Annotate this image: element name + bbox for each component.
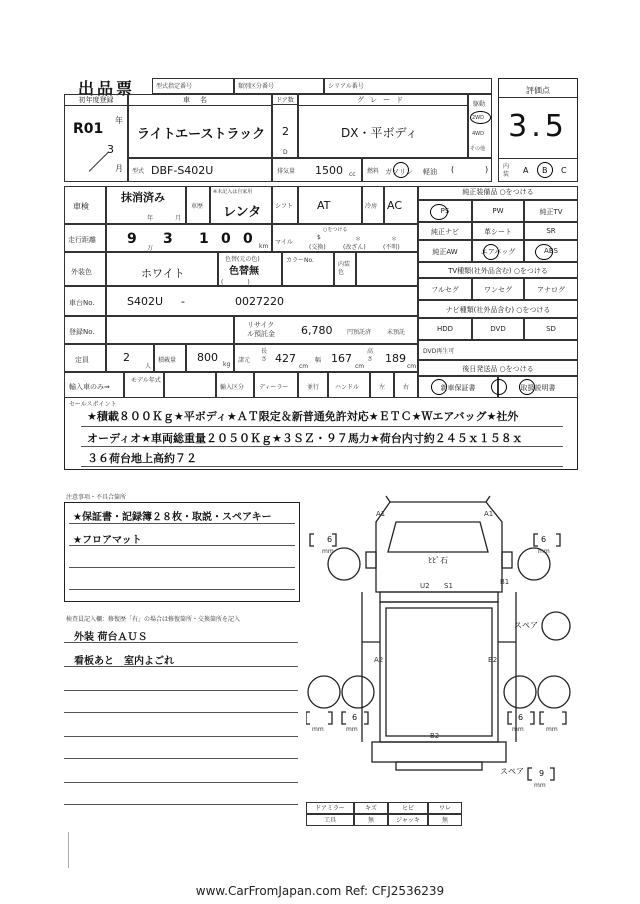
equip-abs: ABS <box>544 247 558 255</box>
handle-right: 右 <box>403 384 410 391</box>
drive-other: その他 <box>470 146 486 152</box>
ft-v2-text: 無 <box>367 817 374 824</box>
doors-d-mark: D <box>283 149 288 156</box>
ft-h4-text: ワレ <box>438 805 451 812</box>
tv-title-cell <box>418 262 578 278</box>
import-dealer-cell <box>254 372 298 398</box>
drive-2wd-circle <box>470 111 491 124</box>
model-year-value-cell <box>164 372 216 398</box>
equip-abs-cell <box>524 240 578 262</box>
ft-v3 <box>388 814 428 826</box>
model-year-label: モデル年式 <box>131 377 161 384</box>
mileage-label: 走行距離 <box>68 236 96 244</box>
recycle-unpaid: 未預託 <box>387 329 406 336</box>
mirror-right <box>502 552 512 568</box>
shift-value: AT <box>317 199 331 212</box>
reg-label: 登録No. <box>69 328 95 336</box>
nav-sd: SD <box>546 325 556 333</box>
equip-aw-cell <box>418 240 472 262</box>
car-diagram <box>306 492 580 812</box>
ac-label-cell <box>362 186 384 224</box>
rear-bumper <box>372 742 506 762</box>
car-name-label: 車名 <box>129 95 271 106</box>
chassis-number: 0027220 <box>235 295 284 308</box>
equip-abs-circle <box>535 244 553 260</box>
nav-sd-cell <box>524 318 578 340</box>
spare-label-top: スペア <box>514 621 538 630</box>
interior-cell <box>498 158 578 182</box>
wid-unit: cm <box>355 363 365 370</box>
ft-v2 <box>354 814 388 826</box>
interior-label: 内装 <box>503 163 510 178</box>
month-value: 3 <box>107 143 114 156</box>
post-manual-circle-1 <box>491 379 507 395</box>
ft-v1-text: 工具 <box>323 817 336 824</box>
model-value: DBF-S402U <box>151 164 214 177</box>
ft-v4 <box>428 814 462 826</box>
equip-leather-cell <box>472 222 524 240</box>
mileage-sym-2: ＊ <box>355 236 362 243</box>
doors-label: ドア数 <box>273 95 297 105</box>
cap-value-cell <box>106 344 154 372</box>
ft-h1 <box>306 802 354 814</box>
cap-unit: 人 <box>145 363 152 370</box>
sheet-title: 出品票 <box>78 79 136 98</box>
int-color-label: 内装色 <box>338 261 351 276</box>
diagram-label-a1-left: A1 <box>376 510 386 518</box>
tire-mm-front-left: mm <box>322 548 334 555</box>
equip-ps: PS <box>440 207 450 215</box>
inspect-value-cell <box>106 186 186 224</box>
interior-b-circle <box>537 162 553 178</box>
interior-b: B <box>542 166 548 175</box>
hgt-unit: cm <box>407 363 417 370</box>
int-color-label-cell <box>334 252 356 286</box>
tire-mm-rear-right-inner: mm <box>512 726 524 733</box>
color-change-label: 色替(元の色) <box>225 256 260 263</box>
chassis-value-cell <box>106 286 418 316</box>
equip-airbag-cell <box>472 240 524 262</box>
tire-mm-rear-left-outer: mm <box>312 726 324 733</box>
ft-v4-text: 無 <box>441 817 448 824</box>
ft-h3 <box>388 802 428 814</box>
mileage-digit-3: 1 <box>199 231 209 247</box>
mileage-opt-exchange: (交換) <box>309 244 326 251</box>
post-warranty-circle <box>431 379 447 395</box>
post-manual-cell <box>498 376 578 398</box>
mileage-digits-cell <box>106 224 272 252</box>
year-label: 初年度登録 <box>65 95 127 106</box>
history-label: 車歴 <box>191 203 204 210</box>
mileage-digit-2: 3 <box>163 231 173 247</box>
load-value-cell <box>186 344 234 372</box>
equip-tv-cell <box>524 200 578 222</box>
color-change-paren: ( ) <box>221 279 250 286</box>
equip-sr-cell <box>524 222 578 240</box>
watermark: www.CarFromJapan.com Ref: CFJ2536239 <box>195 884 445 898</box>
doors-cell <box>272 94 298 158</box>
tire-mm-front-right: mm <box>538 548 550 555</box>
wid-label: 幅 <box>315 357 322 364</box>
history-value-cell <box>210 186 272 224</box>
recycle-value: 6,780 <box>301 324 333 337</box>
equip-leather: 革シート <box>484 228 512 236</box>
equip-pw-cell <box>472 200 524 222</box>
chassis-model: S402U <box>127 295 164 308</box>
mileage-digit-1: 9 <box>127 231 137 247</box>
doors-value: 2 <box>282 125 289 138</box>
tv-title: TV種類(社外品含む) ○をつける <box>448 267 548 275</box>
handle-cell <box>328 372 370 398</box>
mileage-sym-1: $ <box>317 234 321 241</box>
year-value: R01 <box>73 121 104 137</box>
spare-mm: mm <box>534 782 546 789</box>
tire-tread-rear-left-inner: 6 <box>352 713 358 722</box>
spare-label-bottom: スペア <box>500 767 524 776</box>
handle-right-cell <box>394 372 418 398</box>
diagram-label-a1-right: A1 <box>484 510 494 518</box>
tire-mm-rear-left-inner: mm <box>346 726 358 733</box>
grade-cell <box>298 94 468 158</box>
mileage-opt-unknown: (不明) <box>383 244 400 251</box>
tire-tread-rear-right-inner: 6 <box>518 713 524 722</box>
drive-4wd: 4WD <box>472 131 484 137</box>
len-label: 長さ <box>261 348 268 363</box>
diagram-label-u2: U2 <box>420 582 430 590</box>
mileage-digit-4: 0 <box>221 231 231 247</box>
dvd-play: DVD再生可 <box>423 348 455 355</box>
tire-mm-rear-right-outer: mm <box>546 726 558 733</box>
chassis-label-cell <box>64 286 106 316</box>
fuel-gas: ガソリン <box>385 168 413 176</box>
ac-value: AC <box>387 199 403 212</box>
model-cell <box>128 158 272 182</box>
drive-cell <box>468 94 492 158</box>
load-unit: kg <box>223 361 231 368</box>
car-name-cell <box>128 94 272 158</box>
sales-line-1: ★積載８００Ｋｇ★平ボディ★ＡＴ限定＆新普通免許対応★ＥＴＣ★Ｗエアバッグ★社外 <box>87 410 519 423</box>
shift-label-cell <box>272 186 298 224</box>
history-value: レンタ <box>223 205 262 220</box>
mirror-left <box>366 552 376 568</box>
equip-pw: PW <box>492 207 504 215</box>
equip-title: 純正装備品 ○をつける <box>462 188 534 196</box>
chassis-dash: - <box>181 295 185 308</box>
inspect-note: ※未記入は自家用 <box>213 189 253 195</box>
hgt-label: 高さ <box>367 348 374 363</box>
tire-rear-right-outer <box>538 676 570 708</box>
disp-label: 排気量 <box>277 168 296 175</box>
color-no-label: カラーNo. <box>286 257 314 264</box>
tv-fullseg: フルセグ <box>431 286 459 294</box>
dim-label: 諸元 <box>238 357 251 364</box>
ft-v3-text: ジャッキ <box>396 817 420 824</box>
tire-tread-front-right: 6 <box>541 535 547 544</box>
tire-rear-left-outer <box>308 676 340 708</box>
sales-box <box>64 398 578 470</box>
category-label: 類別区分番号 <box>238 83 275 90</box>
nav-dvd-cell <box>472 318 524 340</box>
inspect-status: 抹消済み <box>121 191 165 204</box>
reg-value-cell <box>106 316 234 344</box>
ft-h2 <box>354 802 388 814</box>
ft-v1 <box>306 814 354 826</box>
windshield <box>388 522 488 552</box>
year-unit: 年 <box>115 116 123 125</box>
fuel-cell <box>362 158 492 182</box>
shift-value-cell <box>298 186 362 224</box>
interior-c: C <box>561 166 567 175</box>
sales-line-2: オーディオ★車両総重量２０５０Ｋｇ★３ＳＺ・９７馬力★荷台内寸約２４５ｘ１５８ｘ <box>87 432 523 445</box>
handle-label: ハンドル <box>335 384 360 391</box>
ac-label: 冷房 <box>365 203 378 210</box>
mileage-options-cell <box>272 224 418 252</box>
load-value: 800 <box>197 351 218 364</box>
disp-value: 1500 <box>315 164 343 177</box>
ft-h3-text: ヒビ <box>401 805 414 812</box>
fuel-diesel: 軽油 <box>423 168 437 176</box>
recycle-paid: 円預託済 <box>347 329 372 336</box>
post-warranty: 新車保証書 <box>440 384 476 392</box>
tire-tread-front-left: 6 <box>327 535 333 544</box>
reg-label-cell <box>64 316 106 344</box>
fuel-paren-open: ( <box>451 165 455 174</box>
disp-unit: cc <box>349 171 356 178</box>
tv-analog: アナログ <box>537 286 565 294</box>
int-color-value-cell <box>356 252 418 286</box>
category-cell <box>234 78 324 94</box>
fuel-paren-close: ) <box>485 165 489 174</box>
import-label-cell <box>64 372 124 398</box>
color-no-cell <box>282 252 334 286</box>
diagram-label-s1: S1 <box>444 582 453 590</box>
inspector-line-1: 外装 荷台ＡＵＳ <box>74 632 148 643</box>
tv-oneseg-cell <box>472 278 524 300</box>
wid-value: 167 <box>331 352 352 365</box>
mileage-sym-3: ＊ <box>391 236 398 243</box>
model-cert-label: 型式指定番号 <box>156 83 193 90</box>
history-label-cell <box>186 186 210 224</box>
cap-label-cell <box>64 344 106 372</box>
ac-value-cell <box>384 186 418 224</box>
post-warranty-cell <box>418 376 498 398</box>
mileage-label-cell <box>64 224 106 252</box>
inspect-month-unit: 月 <box>175 215 182 222</box>
car-name-value: ライトエーストラック <box>137 127 266 142</box>
post-manual-circle-2 <box>519 379 535 395</box>
nav-hdd-cell <box>418 318 472 340</box>
mileage-circle-note: ○をつける <box>323 227 348 233</box>
tire-rear-left-inner <box>342 676 374 708</box>
len-unit: cm <box>299 363 309 370</box>
notes-line-1: ★保証書・記録簿２８枚・取説・スペアキー <box>73 512 272 523</box>
shift-label: シフト <box>275 203 294 210</box>
fuel-label: 燃料 <box>367 168 380 175</box>
model-label: 型式 <box>132 168 145 175</box>
cargo-bed <box>380 602 498 742</box>
color-value: ホワイト <box>141 267 185 280</box>
equip-airbag: エアバッグ <box>480 248 516 256</box>
mileage-km: km <box>259 243 269 250</box>
ft-h2-text: キズ <box>365 805 377 812</box>
tire-rear-right-inner <box>504 676 536 708</box>
nav-title: ナビ種類(社外品含む) ○をつける <box>445 306 551 314</box>
inspect-label: 車検 <box>73 202 89 211</box>
post-manual: 取扱説明書 <box>520 384 556 392</box>
equip-title-cell <box>418 186 578 200</box>
equip-aw: 純正AW <box>432 248 458 256</box>
len-value: 427 <box>275 352 296 365</box>
diagram-label-a2: A2 <box>374 656 384 664</box>
notes-box <box>64 502 300 602</box>
sales-label: セールスポイント <box>69 401 117 408</box>
equip-sr: SR <box>546 227 556 235</box>
score-value: 3.5 <box>508 109 568 144</box>
grade-value: DX・平ボディ <box>341 126 418 140</box>
grade-label: グレード <box>299 95 467 106</box>
color-label-cell <box>64 252 106 286</box>
import-type-label: 輸入区分 <box>220 384 245 391</box>
notes-line-2: ★フロアマット <box>73 535 142 546</box>
year-cell <box>64 94 128 182</box>
dvd-play-cell <box>418 340 578 360</box>
tv-fullseg-cell <box>418 278 472 300</box>
handle-left: 左 <box>379 384 386 391</box>
model-cert-cell <box>152 78 234 94</box>
ft-h4 <box>428 802 462 814</box>
mileage-man: 万 <box>147 245 154 252</box>
inspector-line-2: 看板あと 室内よごれ <box>74 656 174 667</box>
mileage-opt-tamper: (改ざん) <box>343 244 366 251</box>
serial-cell <box>324 78 492 94</box>
ft-h1-text: ドアミラー <box>315 805 345 812</box>
nav-dvd: DVD <box>490 325 506 333</box>
hgt-value: 189 <box>385 352 406 365</box>
inspect-year-unit: 年 <box>147 215 154 222</box>
equip-nav-cell <box>418 222 472 240</box>
notes-label: 注意事項・不具合箇所 <box>66 494 127 501</box>
dimensions-cell <box>234 344 418 372</box>
import-dealer: ディーラー <box>259 384 289 391</box>
equip-airbag-circle <box>483 244 499 260</box>
tv-analog-cell <box>524 278 578 300</box>
inspect-label-cell <box>64 186 106 224</box>
inspector-label: 検査員記入欄：修復歴「有」の場合は修復箇所・交換箇所を記入 <box>66 616 241 623</box>
model-year-cell <box>124 372 164 398</box>
import-label: 輸入車のみ⇒ <box>69 383 110 391</box>
nav-title-cell <box>418 300 578 318</box>
interior-a: A <box>523 166 529 175</box>
score-label: 評価点 <box>526 86 550 95</box>
cap-value: 2 <box>123 351 130 364</box>
color-value-cell <box>106 252 218 286</box>
recycle-label: リサイクル預託金 <box>247 321 275 338</box>
drive-2wd: 2WD <box>472 115 484 121</box>
displacement-cell <box>272 158 362 182</box>
spare-tread-value: 9 <box>539 769 545 778</box>
nav-hdd: HDD <box>436 325 454 333</box>
mileage-digit-5: 0 <box>243 231 253 247</box>
diagram-label-b2-side: B2 <box>488 656 498 664</box>
post-title-cell <box>418 360 578 376</box>
sales-line-3: ３６荷台地上高約７２ <box>87 452 197 465</box>
chassis-label: 車台No. <box>69 299 95 307</box>
handle-left-cell <box>370 372 394 398</box>
equip-tv: 純正TV <box>539 208 563 216</box>
equip-ps-circle <box>430 204 448 220</box>
fuel-gas-circle <box>393 162 409 178</box>
import-parallel: 並行 <box>307 384 320 391</box>
cap-label: 定員 <box>75 356 89 364</box>
drive-label: 駆動 <box>473 101 486 108</box>
mileage-mile: マイル <box>275 239 293 246</box>
diagram-label-b2-rear: B2 <box>430 732 440 740</box>
recycle-cell <box>234 316 418 344</box>
diagram-label-chip: ﾋﾋﾞ石 <box>428 556 448 565</box>
load-label-cell <box>154 344 186 372</box>
month-unit: 月 <box>115 164 123 173</box>
import-parallel-cell <box>298 372 328 398</box>
equip-nav: 純正ナビ <box>431 228 459 236</box>
import-type-cell <box>216 372 254 398</box>
serial-label: シリアル番号 <box>328 83 364 90</box>
diagram-label-b1: B1 <box>500 578 510 586</box>
load-label: 積載量 <box>158 357 177 364</box>
spare-tire-top <box>542 612 570 640</box>
tv-oneseg: ワンセグ <box>484 286 512 294</box>
color-change-value: 色替無 <box>229 266 259 277</box>
post-title: 後日発送品 ○をつける <box>462 365 534 373</box>
color-change-cell <box>218 252 282 286</box>
color-label: 外装色 <box>71 268 92 276</box>
equip-ps-cell <box>418 200 472 222</box>
